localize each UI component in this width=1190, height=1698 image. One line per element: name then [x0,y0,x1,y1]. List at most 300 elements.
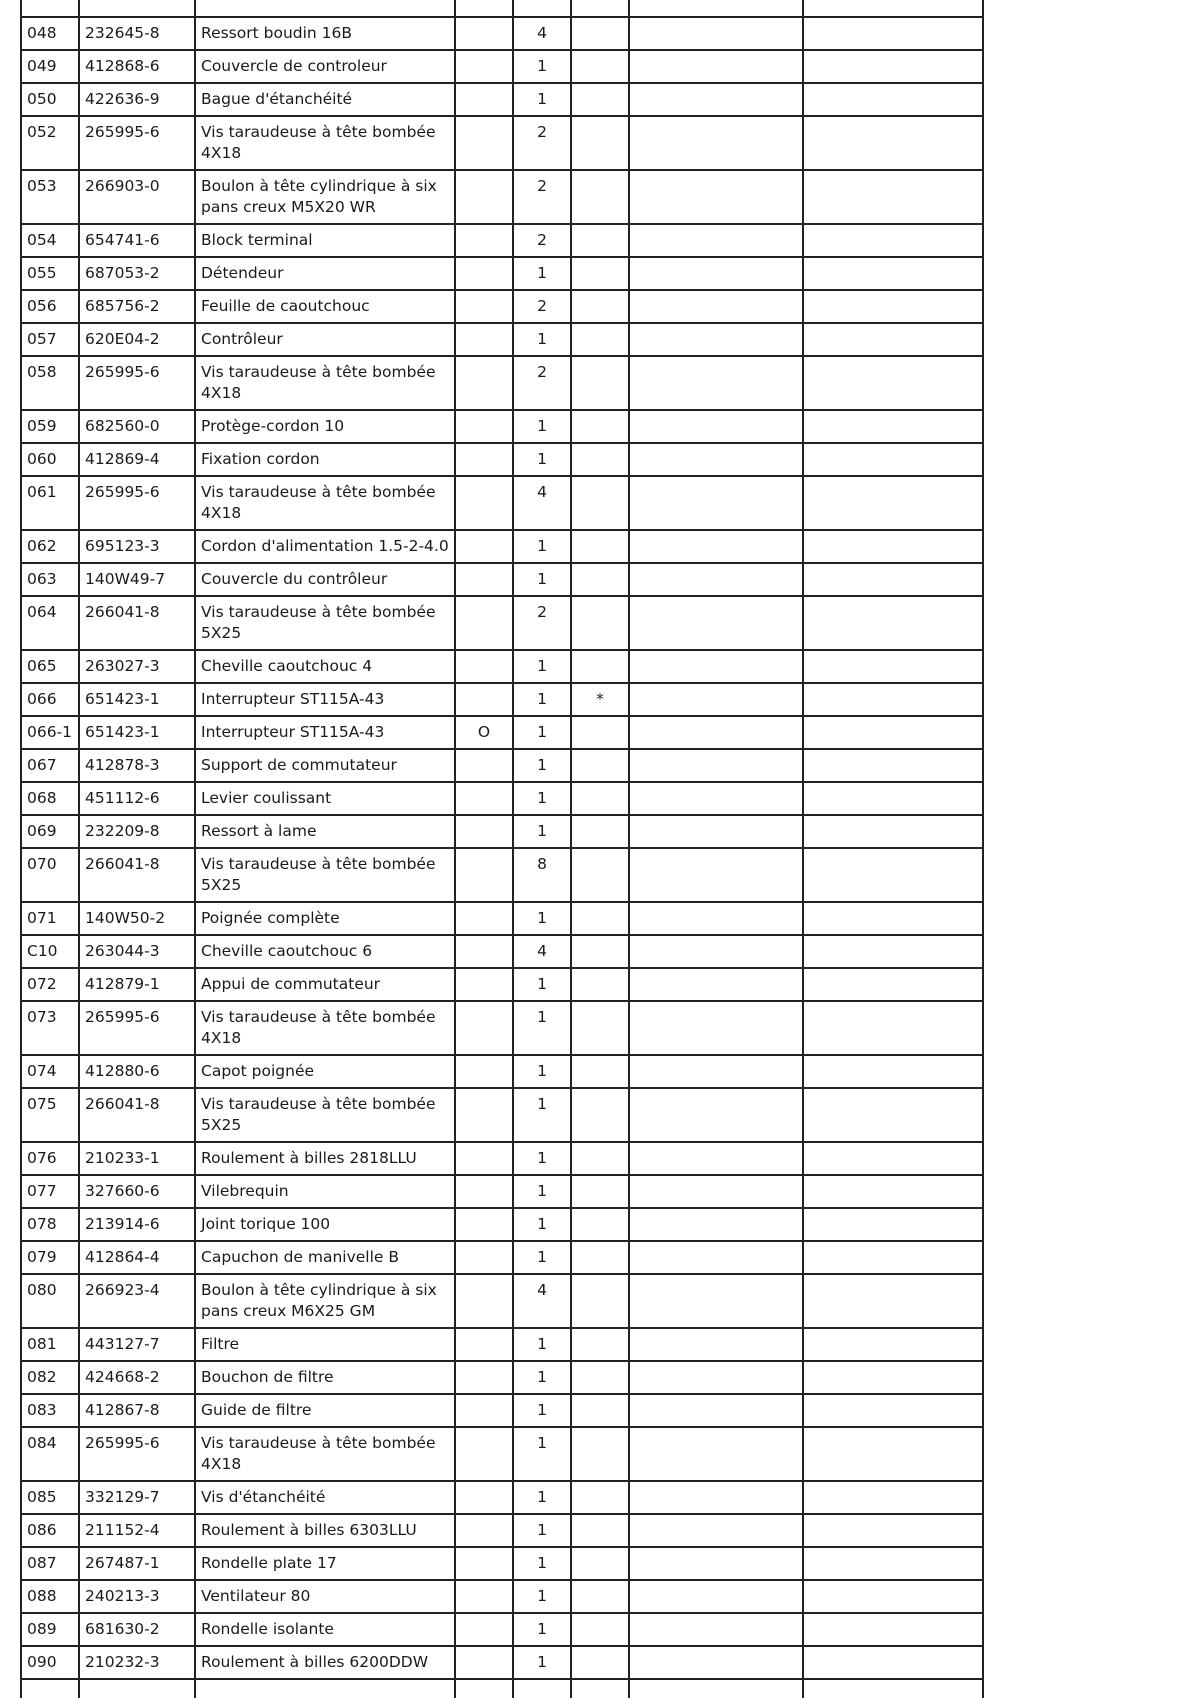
quantity-cell: 1 [513,323,571,356]
quantity-cell: 1 [513,83,571,116]
description-cell: Vis taraudeuse à tête bombée 5X25 [195,848,455,902]
empty-cell [629,1514,803,1547]
empty-cell [803,224,983,257]
item-number-cell: 082 [21,1361,79,1394]
empty-cell [79,0,195,17]
quantity-cell: 1 [513,1514,571,1547]
part-number-cell: 687053-2 [79,257,195,290]
empty-cell [803,716,983,749]
item-number-cell: 052 [21,116,79,170]
option-cell [455,410,513,443]
option-cell [455,476,513,530]
empty-cell [455,0,513,17]
note-cell [571,50,629,83]
note-cell [571,1481,629,1514]
empty-cell [629,50,803,83]
description-cell: Rondelle isolante [195,1613,455,1646]
empty-cell [629,530,803,563]
part-number-cell: 265995-6 [79,1001,195,1055]
item-number-cell: 054 [21,224,79,257]
empty-cell [803,596,983,650]
quantity-cell: 1 [513,563,571,596]
table-row [21,290,983,323]
note-cell [571,902,629,935]
option-cell [455,1175,513,1208]
empty-cell [629,1055,803,1088]
option-cell [455,356,513,410]
item-number-cell: 048 [21,17,79,50]
empty-cell [803,257,983,290]
option-cell [455,968,513,1001]
part-number-cell: 266041-8 [79,596,195,650]
table-row [21,935,983,968]
quantity-cell: 1 [513,749,571,782]
table-row [21,257,983,290]
item-number-cell: 088 [21,1580,79,1613]
empty-cell [803,1001,983,1055]
note-cell [571,290,629,323]
empty-cell [629,410,803,443]
empty-cell [629,1547,803,1580]
part-number-cell: 412879-1 [79,968,195,1001]
description-cell: Cheville caoutchouc 6 [195,935,455,968]
note-cell [571,443,629,476]
table-row [21,323,983,356]
empty-cell [79,1679,195,1698]
option-cell [455,443,513,476]
description-cell: Vis taraudeuse à tête bombée 4X18 [195,116,455,170]
table-row [21,650,983,683]
description-cell: Joint torique 100 [195,1208,455,1241]
description-cell: Protège-cordon 10 [195,410,455,443]
empty-cell [629,1328,803,1361]
empty-cell [629,170,803,224]
part-number-cell: 140W49-7 [79,563,195,596]
empty-cell [803,1679,983,1698]
option-cell [455,563,513,596]
description-cell: Détendeur [195,257,455,290]
item-number-cell: 071 [21,902,79,935]
empty-cell [803,443,983,476]
part-number-cell: 424668-2 [79,1361,195,1394]
description-cell: Boulon à tête cylindrique à six pans creux M5X20 WR [195,170,455,224]
empty-cell [629,650,803,683]
empty-cell [629,116,803,170]
part-number-cell: 266041-8 [79,848,195,902]
quantity-cell: 1 [513,1394,571,1427]
item-number-cell: 056 [21,290,79,323]
description-cell: Cheville caoutchouc 4 [195,650,455,683]
table-row [21,1328,983,1361]
quantity-cell: 1 [513,1361,571,1394]
note-cell [571,224,629,257]
note-cell [571,323,629,356]
part-number-cell: 682560-0 [79,410,195,443]
empty-cell [803,1142,983,1175]
item-number-cell: 079 [21,1241,79,1274]
table-row [21,716,983,749]
empty-cell [21,1679,79,1698]
empty-cell [803,0,983,17]
part-number-cell: 443127-7 [79,1328,195,1361]
description-cell: Couvercle de controleur [195,50,455,83]
option-cell [455,1241,513,1274]
empty-cell [571,0,629,17]
note-cell [571,1055,629,1088]
note-cell [571,1175,629,1208]
empty-cell [803,410,983,443]
table-row [21,1427,983,1481]
empty-cell [803,1274,983,1328]
parts-table [20,0,984,1698]
note-cell [571,650,629,683]
empty-cell [803,782,983,815]
description-cell: Roulement à billes 2818LLU [195,1142,455,1175]
empty-cell [629,1646,803,1679]
option-cell [455,170,513,224]
part-number-cell: 685756-2 [79,290,195,323]
empty-cell [803,815,983,848]
empty-cell [803,17,983,50]
empty-cell [629,1274,803,1328]
item-number-cell: 070 [21,848,79,902]
part-number-cell: 213914-6 [79,1208,195,1241]
empty-cell [629,716,803,749]
empty-cell [629,1613,803,1646]
description-cell: Support de commutateur [195,749,455,782]
description-cell: Ressort boudin 16B [195,17,455,50]
item-number-cell: 083 [21,1394,79,1427]
table-row [21,1142,983,1175]
empty-cell [803,1580,983,1613]
description-cell: Vis taraudeuse à tête bombée 4X18 [195,1001,455,1055]
option-cell [455,1361,513,1394]
description-cell: Roulement à billes 6303LLU [195,1514,455,1547]
part-number-cell: 327660-6 [79,1175,195,1208]
empty-cell [195,0,455,17]
option-cell [455,1613,513,1646]
note-cell [571,848,629,902]
note-cell [571,815,629,848]
empty-cell [629,1208,803,1241]
table-row [21,443,983,476]
empty-cell [629,935,803,968]
item-number-cell: 080 [21,1274,79,1328]
part-number-cell: 451112-6 [79,782,195,815]
description-cell: Rondelle plate 17 [195,1547,455,1580]
table-row [21,17,983,50]
empty-cell [803,116,983,170]
part-number-cell: 263027-3 [79,650,195,683]
description-cell: Feuille de caoutchouc [195,290,455,323]
part-number-cell: 265995-6 [79,356,195,410]
note-cell [571,749,629,782]
item-number-cell: 069 [21,815,79,848]
empty-cell [803,848,983,902]
part-number-cell: 332129-7 [79,1481,195,1514]
quantity-cell: 1 [513,1613,571,1646]
note-cell [571,1361,629,1394]
item-number-cell: 066 [21,683,79,716]
empty-cell [629,83,803,116]
quantity-cell: 2 [513,356,571,410]
part-number-cell: 412864-4 [79,1241,195,1274]
option-cell [455,596,513,650]
item-number-cell: 058 [21,356,79,410]
option-cell [455,1208,513,1241]
note-cell [571,1613,629,1646]
option-cell [455,530,513,563]
quantity-cell: 1 [513,1208,571,1241]
empty-cell [803,1241,983,1274]
note-cell [571,782,629,815]
table-row [21,848,983,902]
option-cell [455,290,513,323]
quantity-cell: 1 [513,902,571,935]
description-cell: Poignée complète [195,902,455,935]
note-cell [571,17,629,50]
note-cell [571,935,629,968]
note-cell [571,170,629,224]
option-cell [455,257,513,290]
option-cell [455,1001,513,1055]
quantity-cell: 1 [513,1427,571,1481]
description-cell: Vilebrequin [195,1175,455,1208]
item-number-cell: 049 [21,50,79,83]
note-cell [571,1646,629,1679]
note-cell [571,476,629,530]
part-number-cell: 412880-6 [79,1055,195,1088]
empty-cell [803,1394,983,1427]
empty-cell [803,1547,983,1580]
option-cell [455,1646,513,1679]
empty-cell [803,290,983,323]
empty-cell [629,1001,803,1055]
empty-cell [629,290,803,323]
empty-cell [803,563,983,596]
description-cell: Fixation cordon [195,443,455,476]
empty-cell [629,1679,803,1698]
description-cell: Vis taraudeuse à tête bombée 4X18 [195,476,455,530]
table-row [21,1241,983,1274]
description-cell: Appui de commutateur [195,968,455,1001]
empty-cell [803,1481,983,1514]
option-cell [455,683,513,716]
empty-cell [803,935,983,968]
quantity-cell: 1 [513,443,571,476]
table-row [21,1394,983,1427]
empty-cell [629,1427,803,1481]
part-number-cell: 412867-8 [79,1394,195,1427]
description-cell: Capot poignée [195,1055,455,1088]
note-cell [571,1208,629,1241]
note-cell [571,1088,629,1142]
empty-cell [803,1613,983,1646]
part-number-cell: 620E04-2 [79,323,195,356]
empty-cell [455,1679,513,1698]
empty-cell [195,1679,455,1698]
part-number-cell: 412868-6 [79,50,195,83]
quantity-cell: 1 [513,1175,571,1208]
empty-cell [513,0,571,17]
empty-cell [803,356,983,410]
empty-cell [803,1088,983,1142]
quantity-cell: 2 [513,290,571,323]
part-number-cell: 265995-6 [79,476,195,530]
part-number-cell: 240213-3 [79,1580,195,1613]
part-number-cell: 210232-3 [79,1646,195,1679]
table-row [21,410,983,443]
note-cell [571,116,629,170]
note-cell [571,563,629,596]
quantity-cell: 1 [513,716,571,749]
item-number-cell: 057 [21,323,79,356]
empty-cell [629,815,803,848]
description-cell: Contrôleur [195,323,455,356]
quantity-cell: 1 [513,530,571,563]
description-cell: Boulon à tête cylindrique à six pans creux M6X25 GM [195,1274,455,1328]
note-cell [571,1001,629,1055]
empty-cell [803,1208,983,1241]
table-row [21,476,983,530]
item-number-cell: 059 [21,410,79,443]
empty-cell [629,683,803,716]
item-number-cell: 053 [21,170,79,224]
empty-cell [803,1646,983,1679]
option-cell [455,848,513,902]
item-number-cell: 062 [21,530,79,563]
note-cell [571,1142,629,1175]
note-cell [571,1394,629,1427]
empty-cell [629,356,803,410]
empty-cell [803,1514,983,1547]
quantity-cell: 1 [513,650,571,683]
empty-cell [629,1088,803,1142]
item-number-cell: 050 [21,83,79,116]
table-row [21,170,983,224]
description-cell: Bague d'étanchéité [195,83,455,116]
quantity-cell: 1 [513,1481,571,1514]
option-cell [455,1328,513,1361]
option-cell [455,224,513,257]
quantity-cell: 4 [513,17,571,50]
empty-cell [803,1328,983,1361]
note-cell [571,596,629,650]
part-number-cell: 265995-6 [79,116,195,170]
quantity-cell: 2 [513,224,571,257]
empty-cell [629,17,803,50]
empty-cell [803,1361,983,1394]
option-cell [455,815,513,848]
quantity-cell: 4 [513,935,571,968]
option-cell [455,1427,513,1481]
description-cell: Ventilateur 80 [195,1580,455,1613]
description-cell: Couvercle du contrôleur [195,563,455,596]
item-number-cell: 085 [21,1481,79,1514]
empty-cell [629,1361,803,1394]
note-cell [571,1580,629,1613]
note-cell [571,1514,629,1547]
item-number-cell: 064 [21,596,79,650]
item-number-cell: 073 [21,1001,79,1055]
table-row [21,1361,983,1394]
empty-cell [803,968,983,1001]
part-number-cell: 265995-6 [79,1427,195,1481]
quantity-cell: 4 [513,476,571,530]
part-number-cell: 651423-1 [79,683,195,716]
option-cell: O [455,716,513,749]
empty-cell [629,1481,803,1514]
description-cell: Filtre [195,1328,455,1361]
item-number-cell: 065 [21,650,79,683]
item-number-cell: 067 [21,749,79,782]
empty-cell [629,443,803,476]
empty-cell [803,1427,983,1481]
description-cell: Capuchon de manivelle B [195,1241,455,1274]
item-number-cell: 076 [21,1142,79,1175]
part-number-cell: 210233-1 [79,1142,195,1175]
empty-cell [21,0,79,17]
table-row [21,683,983,716]
item-number-cell: 055 [21,257,79,290]
item-number-cell: 086 [21,1514,79,1547]
option-cell [455,83,513,116]
option-cell [455,650,513,683]
option-cell [455,935,513,968]
item-number-cell: 089 [21,1613,79,1646]
empty-cell [629,1394,803,1427]
option-cell [455,902,513,935]
empty-cell [571,1679,629,1698]
item-number-cell: 075 [21,1088,79,1142]
part-number-cell: 266041-8 [79,1088,195,1142]
item-number-cell: 078 [21,1208,79,1241]
empty-cell [629,0,803,17]
description-cell: Interrupteur ST115A-43 [195,716,455,749]
part-number-cell: 412869-4 [79,443,195,476]
table-row [21,749,983,782]
option-cell [455,1580,513,1613]
table-row [21,902,983,935]
description-cell: Roulement à billes 6200DDW [195,1646,455,1679]
empty-cell [629,476,803,530]
option-cell [455,749,513,782]
part-number-cell: 140W50-2 [79,902,195,935]
option-cell [455,1274,513,1328]
item-number-cell: 090 [21,1646,79,1679]
option-cell [455,1088,513,1142]
table-row [21,1001,983,1055]
empty-cell [629,782,803,815]
description-cell: Vis taraudeuse à tête bombée 5X25 [195,596,455,650]
empty-cell [629,563,803,596]
description-cell: Vis taraudeuse à tête bombée 4X18 [195,356,455,410]
quantity-cell: 1 [513,1241,571,1274]
empty-cell [803,1055,983,1088]
part-number-cell: 263044-3 [79,935,195,968]
part-number-cell: 695123-3 [79,530,195,563]
part-number-cell: 651423-1 [79,716,195,749]
part-number-cell: 412878-3 [79,749,195,782]
empty-cell [803,1175,983,1208]
empty-cell [629,224,803,257]
note-cell [571,530,629,563]
item-number-cell: 063 [21,563,79,596]
option-cell [455,1481,513,1514]
parts-table-body [21,0,983,1698]
empty-cell [513,1679,571,1698]
empty-cell [629,257,803,290]
